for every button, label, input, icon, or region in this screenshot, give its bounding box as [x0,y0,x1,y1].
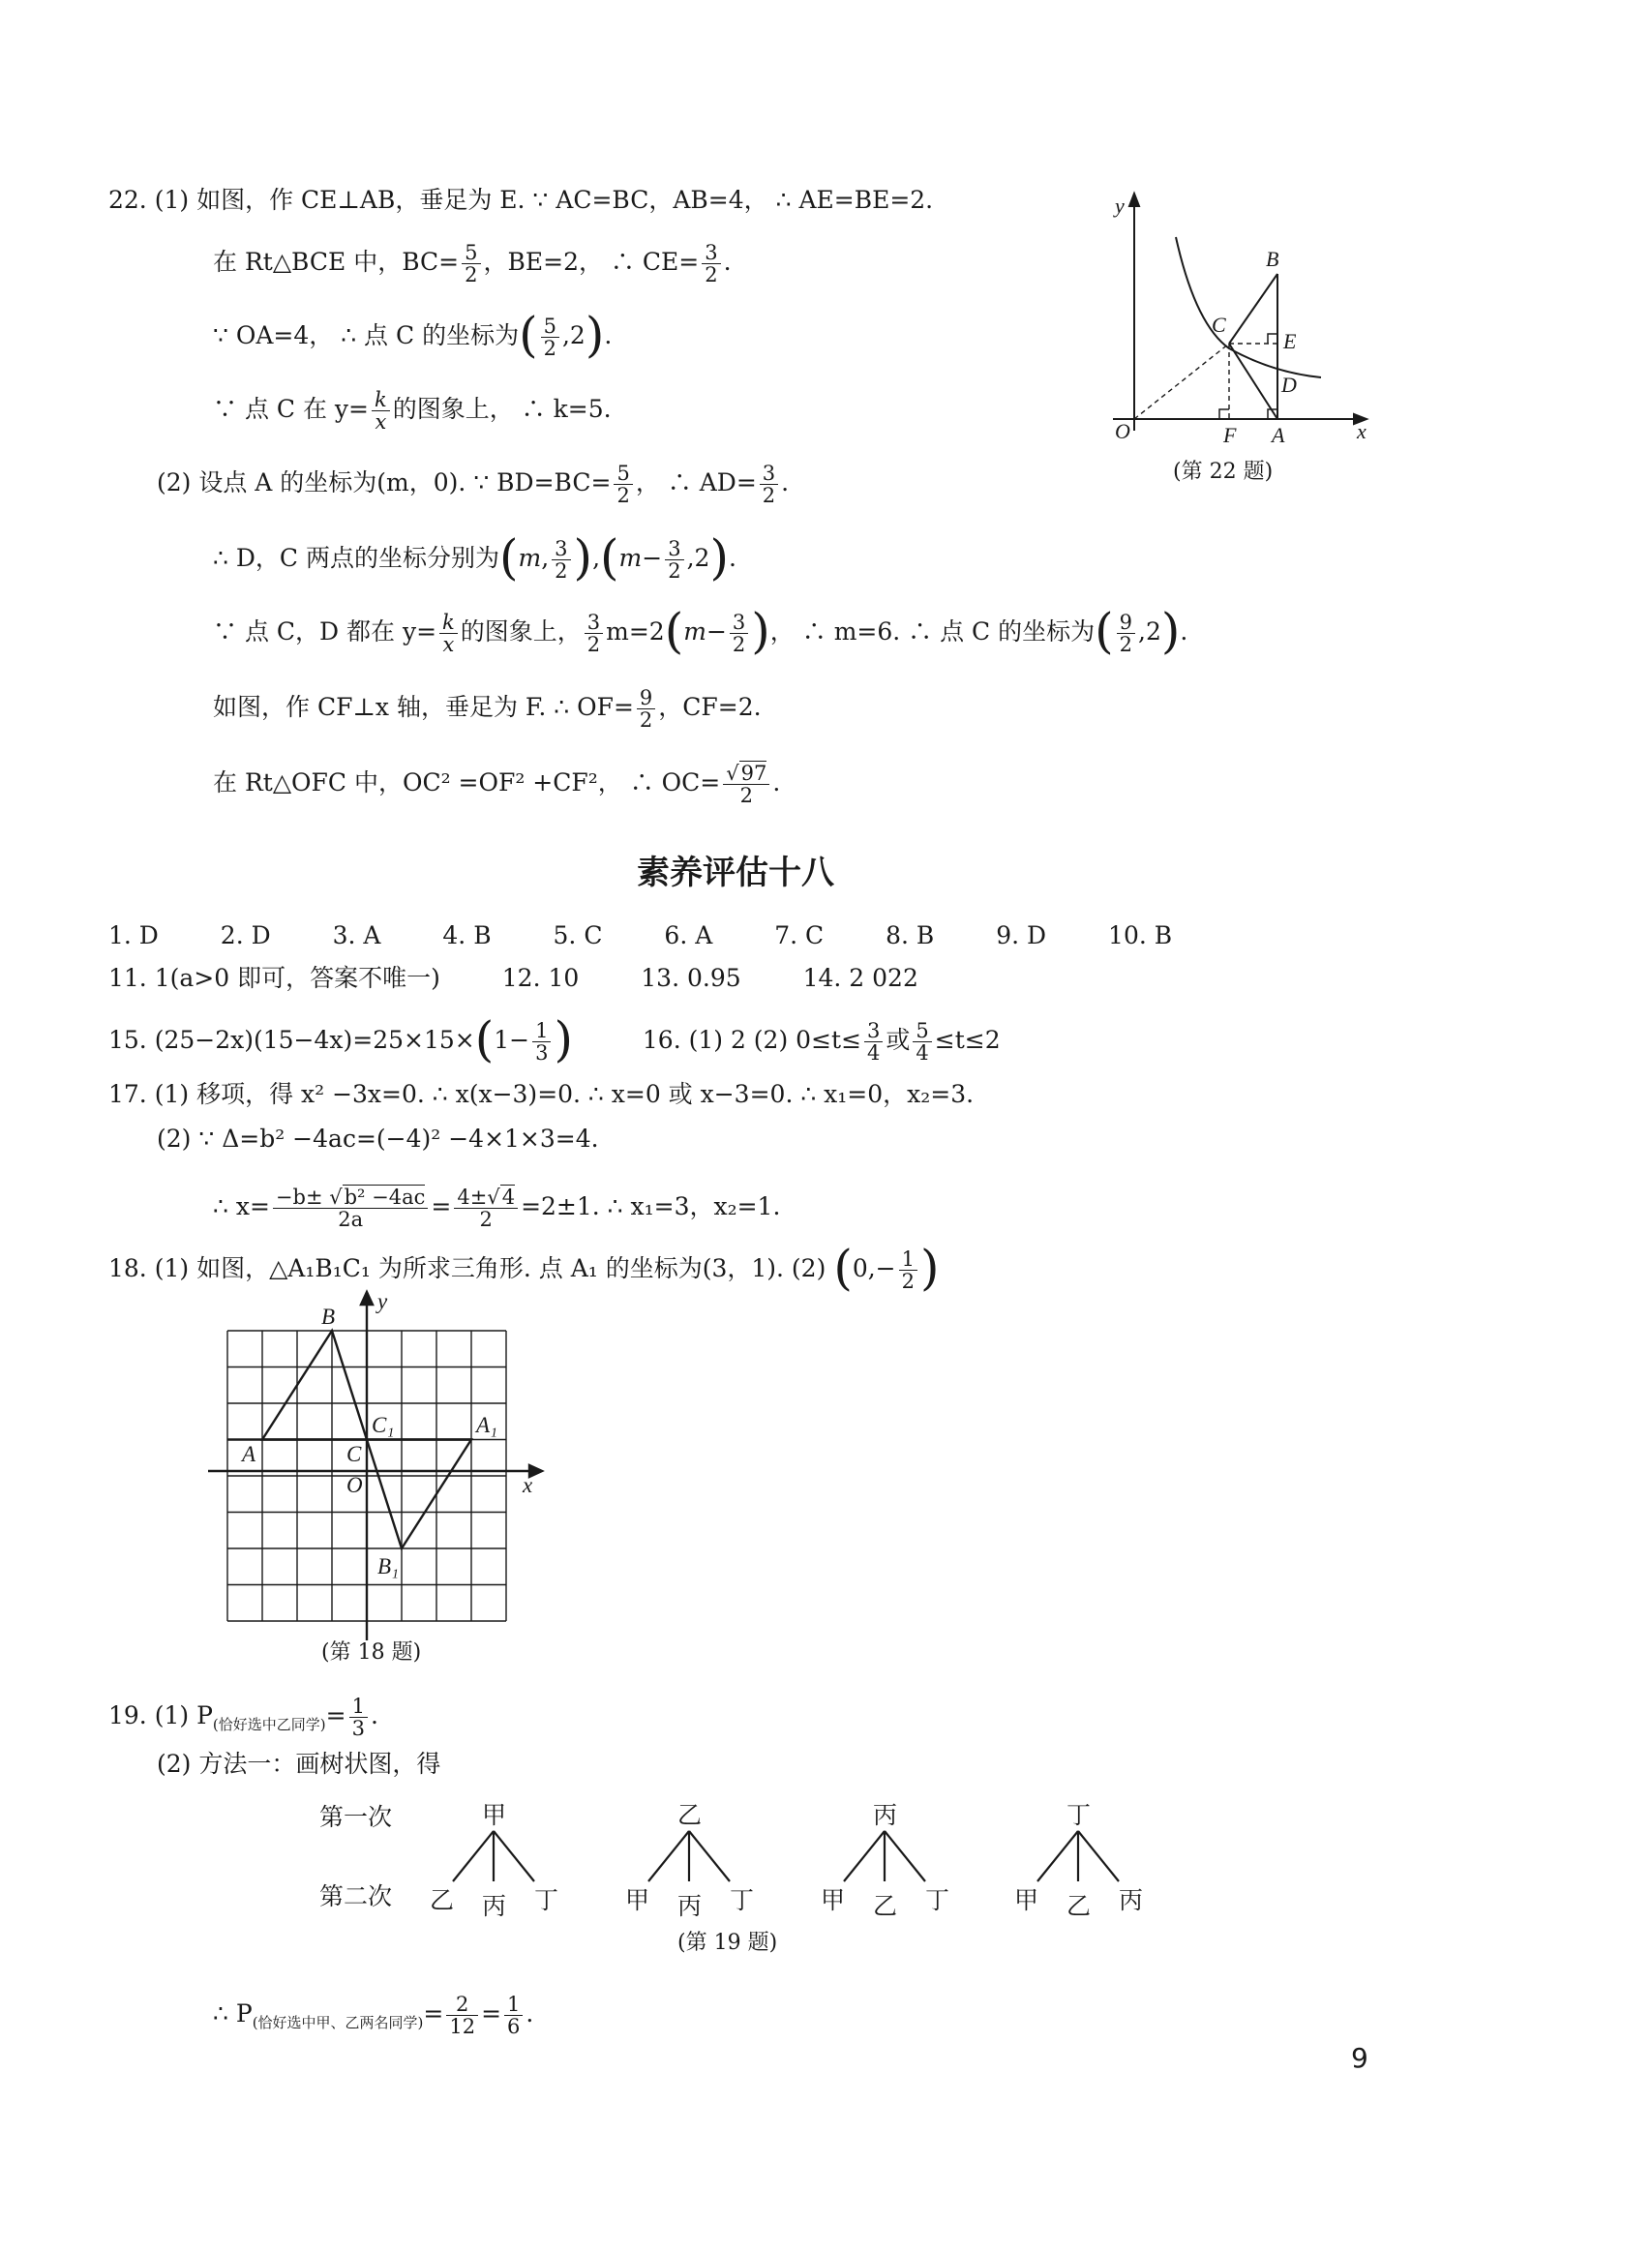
answer-9: 9. D [996,921,1047,949]
fig19-caption: (第 19 题) [677,1931,778,1955]
tree-leaf-2-3: 丁 [730,1886,755,1914]
tree-root-2: 乙 [677,1801,703,1829]
tree-root-3: 丙 [873,1801,898,1829]
page-number: 9 [1351,2042,1368,2074]
answers-row2 [108,962,918,995]
q17-line3: ∴ x= $\frac{\text{−b± √b² −4ac}}{2a}$ = $\frac{4\pm√4}{2}$ =2±1. ∴ x₁=3，x₂=1. [213,1186,781,1232]
fig22-label-D: D [1281,373,1297,397]
tree-leaf-3-3: 丁 [925,1886,950,1914]
fig22-label-O: O [1115,419,1130,443]
q22-part2-line5: 在 Rt△OFC 中，OC² =OF² +CF²， ∴ OC= $\frac{√97}{2}$ . [213,762,781,808]
q17-line1: 17. (1) 移项，得 x² −3x=0. ∴ x(x−3)=0. ∴ x=0 或 x−3=0. ∴ x₁=0，x₂=3. [108,1080,975,1108]
q22-line1: 22. (1) 如图，作 CE⊥AB，垂足为 E. ∵ AC=BC，AB=4， ∴ AE=BE=2. [108,186,934,214]
fig22-label-y: y [1115,194,1125,218]
q19-line2: (2) 方法一：画树状图，得 [157,1750,441,1778]
fig18-label-B1: B₁ [377,1554,400,1578]
tree-leaf-4-1: 甲 [1014,1886,1039,1914]
q22-line4: ∵ 点 C 在 y= $\frac{k}{x}$ 的图象上， ∴ k=5. [213,388,612,435]
answer-5: 5. C [553,921,603,949]
fig22-label-C: C [1212,313,1226,337]
fig22-label-A: A [1272,423,1285,447]
fig18-label-B: B [321,1305,336,1329]
fig18-label-A1: A₁ [476,1413,498,1437]
fig18-caption: (第 18 题) [321,1640,422,1665]
tree-root-1: 甲 [482,1801,507,1829]
answer-13: 13. 0.95 [641,964,741,992]
answer-11: 11. 1(a>0 即可，答案不唯一) [108,964,440,992]
tree-first-label: 第一次 [319,1803,393,1831]
fig22-label-F: F [1223,423,1237,447]
tree-leaf-4-2: 乙 [1066,1892,1092,1920]
q22-line3: ∵ OA=4， ∴ 点 C 的坐标为( $\frac{5}{2}$ ,2). [213,307,613,364]
answer-12: 12. 10 [501,964,580,992]
answer-1: 1. D [108,921,159,949]
tree-leaf-1-3: 丁 [534,1886,559,1914]
fig18-label-O: O [346,1473,363,1497]
q22-part2-line3: ∵ 点 C，D 都在 y= $\frac{k}{x}$ 的图象上， $\frac{3}{2}$ m=2(m− $\frac{3}{2}$ )， ∴ m=6. ∴ 点 C 的坐标为( $\frac{9}{2}$ ,2). [213,603,1188,660]
fig18-label-C1: C₁ [372,1413,395,1437]
tree-leaf-3-2: 乙 [873,1892,898,1920]
fig18-label-y: y [377,1289,388,1313]
answers-row1 [108,919,1172,952]
fig18-label-A: A [242,1442,256,1466]
q22-part2-line1: (2) 设点 A 的坐标为(m，0). ∵ BD=BC= $\frac{5}{2}$ ， ∴ AD= $\frac{3}{2}$ . [157,462,790,508]
figure-18 [203,1287,552,1645]
answer-6: 6. A [664,921,713,949]
q19-line1: 19. (1) $P_{(恰好选中乙同学)}=$ $\frac{1}{3}$ . [108,1695,378,1741]
answer-8: 8. B [886,921,935,949]
tree-branches [387,1827,1161,1885]
figure-22 [1103,189,1374,479]
tree-leaf-3-1: 甲 [821,1886,846,1914]
answer-14: 14. 2 022 [802,964,918,992]
answer-10: 10. B [1108,921,1173,949]
answer-2: 2. D [220,921,271,949]
q17-line2: (2) ∵ Δ=b² −4ac=(−4)² −4×1×3=4. [157,1125,599,1153]
q22-part2-line4: 如图，作 CF⊥x 轴，垂足为 F. ∴ OF= $\frac{9}{2}$ ，CF=2. [213,686,762,733]
tree-leaf-2-1: 甲 [625,1886,650,1914]
tree-leaf-1-1: 乙 [430,1886,455,1914]
fig22-label-B: B [1266,247,1279,271]
q22-line2: 在 Rt△BCE 中，BC= $\frac{5}{2}$ ，BE=2， ∴ CE= $\frac{3}{2}$ . [213,241,732,287]
fig18-label-C: C [346,1442,362,1466]
fig22-label-x: x [1357,419,1367,443]
section-title: 素养评估十八 [637,854,834,892]
fig18-label-x: x [523,1473,533,1497]
q22-part2-line2: ∴ D，C 两点的坐标分别为(m, $\frac{3}{2}$ ),(m− $\frac{3}{2}$ ,2). [213,529,736,586]
answer-4: 4. B [442,921,492,949]
fig22-label-E: E [1283,329,1297,353]
tree-root-4: 丁 [1066,1801,1092,1829]
fig22-caption: (第 22 题) [1173,460,1274,484]
answer-3: 3. A [332,921,381,949]
q19-line3: ∴ $P_{(恰好选中甲、乙两名同学)}=$ $\frac{2}{12}$ = $\frac{1}{6}$ . [213,1993,534,2039]
tree-second-label: 第二次 [319,1882,393,1910]
tree-leaf-2-2: 丙 [677,1892,703,1920]
tree-leaf-1-2: 丙 [482,1892,507,1920]
answers-row3: 15. (25−2x)(15−4x)=25×15×(1− $\frac{1}{3}$ ) 16. (1) 2 (2) 0≤t≤ $\frac{3}{4}$ 或 $\frac{5}{4}$ ≤t≤2 [108,1011,1001,1068]
answer-7: 7. C [774,921,825,949]
q18-line1: 18. (1) 如图，△A₁B₁C₁ 为所求三角形. 点 A₁ 的坐标为(3，1). (2) (0,− $\frac{1}{2}$ ) [108,1240,940,1297]
tree-leaf-4-3: 丙 [1119,1886,1144,1914]
